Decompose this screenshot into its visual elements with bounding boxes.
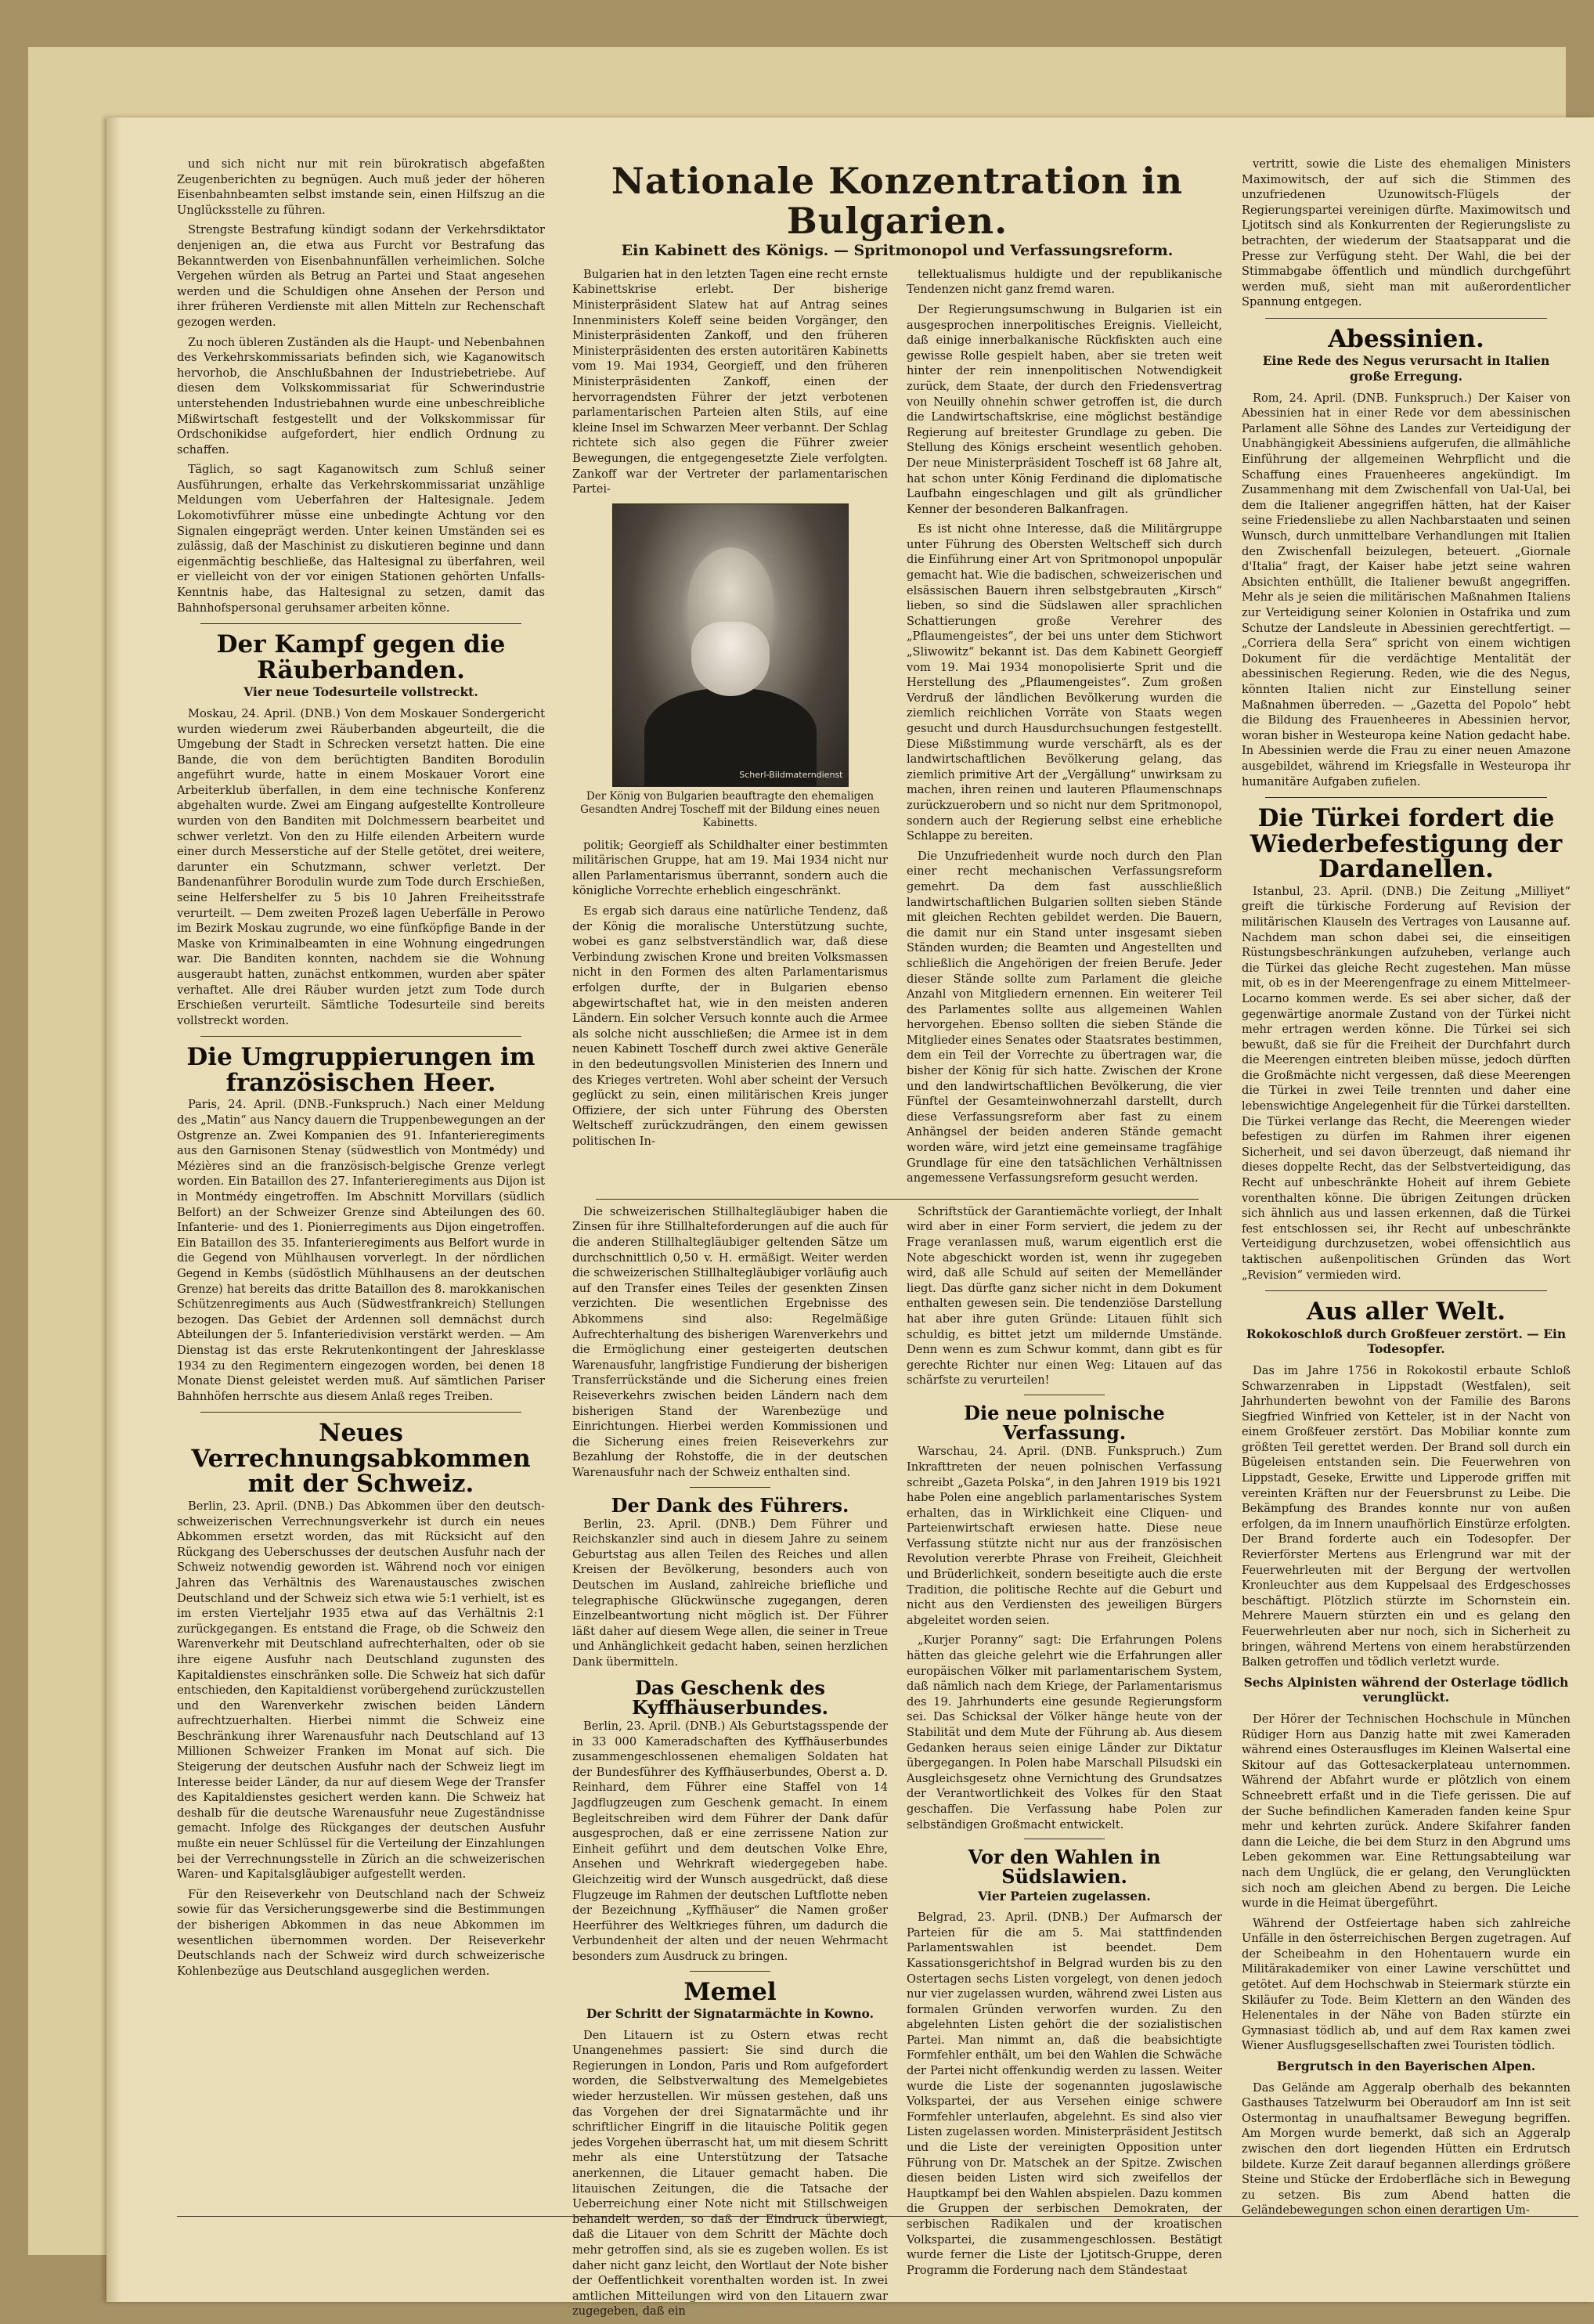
page-fold-shadow [106, 117, 121, 2302]
col1-intro-3: Täglich, so sagt Kaganowitsch zum Schluß seiner Ausführungen, erhalte das Verkehrskommissariat unzählige Meldungen vom Ueberfahren der Haltesignale. Jedem Lokomotivführer müsse eine unbedingte Achtung vor den Signalen eingeprägt werden. Unter keinen Umständen sei es zulässig, daß der Maschinist zu diskutieren beginne und dann eigenmächtig beschließe, das Haltesignal zu überfahren, weil er vielleicht von der vor einigen Stationen gehörten Unfalls-Kenntnis habe, das Haltesignal zu setzen, damit das Bahnhofspersonal geruhsamer arbeiten könne. [177, 463, 545, 615]
lead-headline: Nationale Konzentration in Bulgarien. [611, 160, 1184, 242]
newspaper-page [106, 117, 1594, 2319]
col3-intro: vertritt, sowie die Liste des ehemaligen Ministers Maximowitsch, der auf sich die Stimmen des unzufriedenen Uzunowitsch-Flügels der Regierungspartei vereinigen dürfte. Maximowitsch und Ljotitsch sind als Konkurrenten der Regierungsliste zu betrachten, der wiederum der Staatsapparat und die Presse zur Verfügung steht. Der Wahl, die bei der Stimmabgabe öffentlich und mündlich durchgeführt werden muß, sieht man mit außerordentlicher Spannung entgegen. [1242, 157, 1571, 309]
divider [1265, 318, 1547, 319]
article-polen-text-1: „Kurjer Poranny“ sagt: Die Erfahrungen Polens hätten das gleiche gelehrt wie die Erfahrungen aller europäischen Völker mit parlamentarischem System, daß nämlich nach dem Kriege, der Parlamentarismus des 19. Jahrhunderts eine gesunde Regierungsform sei. Das Schicksal der Völker hänge heute von der Stabilität und dem Mute der Führung ab. Aus diesem Gedanken heraus seien einige Länder zur Diktatur übergegangen. In Polen habe Marschall Pilsudski ein Ausgleichsgesetz ohne Vernichtung des Grundsatzes der Verantwortlichkeit des Volkes für den Staat geschaffen. Die Verfassung habe Polen zur selbständigen Großmacht entwickelt. [907, 1633, 1222, 1831]
divider [200, 1412, 521, 1413]
lead-left-text-0: Bulgarien hat in den letzten Tagen eine recht ernste Kabinettskrise erlebt. Der bisherige Ministerpräsident Slatew hat auf Antrag seines Innenministers Koleff seine beiden Vorgänger, den Ministerpräsidenten Zankoff, und den früheren Ministerpräsidenten des ersten autoritären Kabinetts vom 19. Mai 1934, Georgieff, und den früheren Ministerpräsidenten Zankoff, einen der hervorragendsten Führer der jetzt verbotenen parlamentarischen Parteien alten Stils, auf eine kleine Insel im Schwarzen Meer verbannt. Der Schlag richtete sich also gegen die Führer zweier Bewegungen, die entgegengesetzte Ziele verfolgten. Zankoff war der Vertreter der parlamentarischen Partei- [572, 267, 888, 496]
article-alpinisten-text-1: Während der Ostfeiertage haben sich zahlreiche Unfälle in den österreichischen Bergen zugetragen. Auf der Scheibeahm in den Hohentauern wurde ein Militärakademiker von einer Lawine verschüttet und getötet. Auf dem Hochschwab in Steiermark stürzte ein Skiläufer zu Tode. Beim Klettern an den Wänden des Helenentales in der Nähe von Baden stürzte ein Gymnasiast tödlich ab, und auf dem Rax kamen zwei Wiener Ausflugsgesellschaften zwei Touristen tödlich. [1242, 1916, 1571, 2053]
divider [690, 1971, 770, 1972]
column-right [1242, 157, 1571, 2218]
headline-verrechnungsabkommen: Neues Verrechnungsabkommen mit der Schweiz. [191, 1419, 531, 1499]
subheadline-signatarmaechte: Der Schritt der Signatarmächte in Kowno. [586, 2006, 875, 2022]
article-suedslawien-text: Belgrad, 23. April. (DNB.) Der Aufmarsch der Parteien für die am 5. Mai stattfindenden Parlamentswahlen ist beendet. Dem Kassationsgerichtshof in Belgrad wurden bis zu den Ostertagen sechs Listen vorgelegt, von denen jedoch nur vier zugelassen wurden, während zwei Listen aus formalen Gründen verworfen wurden. Zu den abgelehnten Listen gehört die der sozialistischen Partei. Man nimmt an, daß die beabsichtigte Formfehler enthält, um bei den Wahlen die Schwäche der Partei nicht offenkundig werden zu lassen. Weiter wurde die Liste der sogenannten jugoslawische Volkspartei, der aus Versehen einige schwere Formfehler unterlaufen, abgelehnt. Es sind also vier Listen zugelassen worden. Ministerpräsident Jestitsch und die Liste der vereinigten Opposition unter Führung von Dr. Matschek an der Spitze. Zwischen diesen beiden Listen wird sich zweifellos der Hauptkampf bei den Wahlen abspielen. Dazu kommen die Gruppen der serbischen Demokraten, der serbischen Radikalen und der kroatischen Volkspartei, die zusammengeschlossen. Bestätigt wurde ferner die Liste der Ljotitsch-Gruppe, deren Programm die Forderung nach dem Ständestaat [907, 1911, 1222, 2277]
column-left [177, 157, 545, 2200]
headline-polnische-verfassung: Die neue polnische Verfassung. [964, 1401, 1165, 1445]
article-memel-text: Den Litauern ist zu Ostern etwas recht Unangenehmes passiert: Sie sind durch die Regierungen in London, Paris und Rom aufgefordert worden, die Selbstverwaltung des Memelgebietes wieder herzustellen. Wir müssen gestehen, daß uns das Vorgehen der drei Signatarmächte und ihr schriftlicher Eingriff in die litauische Politik gegen jedes Vorgehen überrascht hat, um mit diesem Schritt mehr als eine Unterstützung der Tatsache anerkennen, die Litauer gemacht haben. Die litauischen Zeitungen, die die Tatsache der Ueberreichung einer Note nicht mit Stillschweigen behandelt werden, so daß der Eindruck überwiegt, daß die Litauer von dem Schritt der Mächte doch mehr getroffen sind, als sie es zugeben wollen. Es ist daher nicht ganz leicht, den Wortlaut der Note bisher der Oeffentlichkeit vorenthalten worden ist. In zwei amtlichen Mitteilungen wird von den Litauern zwar zugegeben, daß ein [572, 2028, 888, 2319]
portrait-beard [691, 622, 770, 696]
headline-abessinien: Abessinien. [1328, 324, 1484, 353]
divider [596, 1199, 1199, 1200]
article-abessinien-text: Rom, 24. April. (DNB. Funkspruch.) Der Kaiser von Abessinien hat in einer Rede vor dem abessinischen Parlament alle Söhne des Landes zur Verteidigung der Unabhängigkeit Abessiniens aufgerufen, die allmähliche Einführung der allgemeinen Wehrpflicht und die Schaffung eines Frauenheeres angekündigt. Im Zusammenhang mit dem Zwischenfall von Ual-Ual, bei dem die Italiener angegriffen hätten, hat der Kaiser seine Friedensliebe zu allen Nachbarstaaten und seinen Wunsch, durch unmittelbare Verhandlungen mit Italien den Zwischenfall beizulegen, beteuert. „Giornale d'Italia“ fragt, der Kaiser habe jetzt seine wahren Absichten enthüllt, die Italiener bewußt angegriffen. Mehr als je seien die militärischen Maßnahmen Italiens zur Verteidigung seiner Kolonien in Ostafrika und zum Schutze der Landsleute in Abessinien gerechtfertigt. — „Corriera della Sera“ spricht von einem wichtigen Dokument für die verdächtige Mentalität der abessinischen Regierung. Reden, wie die des Negus, könnten Italien nicht zur Einstellung seiner Maßnahmen überreden. — „Gazetta del Popolo“ hebt die Bildung des Frauenheeres in Abessinien hervor, woran bisher in Westeuropa keine Nation gedacht habe. In Abessinien werde die Frau zu einer neuen Amazone ausgebildet, während im Kriegsfalle in Westeuropa ihr humanitäre Aufgaben zufielen. [1242, 391, 1571, 788]
divider [200, 623, 521, 624]
subheadline-bergrutsch: Bergrutsch in den Bayerischen Alpen. [1276, 2059, 1536, 2074]
lead-right-column [907, 267, 1222, 1191]
verrechnung-continued: Die schweizerischen Stillhaltegläubiger haben die Zinsen für ihre Stillhalteforderungen auf die auch für die anderen Stillhaltegläubiger geltenden Sätze um durchschnittlich 0,50 v. H. ermäßigt. Weiter werden die schweizerischen Stillhaltegläubiger vorläufig auch auf den Transfer eines Teiles der gesenkten Zinsen verzichten. Die wesentlichen Ergebnisse des Abkommens sind also: Regelmäßige Aufrechterhaltung des bisherigen Warenverkehrs und die Ermöglichung einer gesteigerten deutschen Warenausfuhr, langfristige Fundierung der bisherigen Transferrückstände und die Sicherung eines freien Reiseverkehrs zwischen beiden Ländern nach dem bisherigen Stand der Warenbezüge und Einrichtungen. Hierbei werden Kommissionen und die Sicherung eines freien Reiseverkehrs zur Bezahlung der Rohstoffe, die in der deutschen Warenausfuhr nach der Schweiz enthalten sind. [572, 1204, 888, 1479]
lower-middle-section [572, 1204, 1222, 2324]
article-raeuberbanden-text: Moskau, 24. April. (DNB.) Von dem Moskauer Sondergericht wurden wiederum zwei Räuberbanden abgeurteilt, die die Umgebung der Stadt in Schrecken versetzt hatten. Die eine Bande, die von dem berüchtigten Banditen Borodulin angeführt wurde, hatte in einem Moskauer Vorort eine Arbeiterklub überfallen, in dem eine technische Konferenz abgehalten wurde. Zwei am Eingang aufgestellte Kontrolleure wurden von den Banditen mit Dolchmessern bearbeitet und schwer verletzt. Von den zu Hilfe eilenden Arbeitern wurde einer durch Messerstiche auf der Stelle getötet, drei weitere, darunter ein Schutzmann, schwer verletzt. Der Bandenanführer Borodulin wurde zum Tode durch Erschießen, seine Helfershelfer zu 5 bis 10 Jahren Freiheitsstrafe verurteilt. — Dem zweiten Prozeß lagen Ueberfälle in Perowo im Bezirk Moskau zugrunde, wo eine fünfköpfige Bande in der Maske von Kriminalbeamten in eine Wohnung eingedrungen war. Die Banditen konnten, nachdem sie die Wohnung ausgeraubt hatten, zunächst entkommen, wurden aber später verhaftet. Alle drei Räuber wurden jetzt zum Tode durch Erschießen verurteilt. Sämtliche Todesurteile sind bereits vollstreckt worden. [177, 706, 545, 1027]
divider [1265, 797, 1547, 798]
article-rokokoschloss-text: Das im Jahre 1756 in Rokokostil erbaute Schloß Schwarzenraben in Lippstadt (Westfalen), seit Jahrhunderten bewohnt von der Familie des Barons Siegfried Winfried von Ketteler, ist in der Nacht von einem Großfeuer zerstört. Das Mobiliar konnte zum größten Teil gerettet werden. Der Brand soll durch ein Bügeleisen entstanden sein. Die Feuerwehren von Lippstadt, Geseke, Erwitte und Lipperode griffen mit vereinten Kräften nur der Feuersbrunst zu Leibe. Die Bekämpfung des Brandes konnte nur von außen erfolgen, da im Innern unaufhörlich Einstürze erfolgten. Der Brand forderte auch ein Todesopfer. Der Revierförster Mertens aus Erlengrund war mit der Feuerwehrleuten mit der Bergung der wertvollen Kronleuchter aus dem Kuppelsaal des Erdgeschosses beschäftigt. Plötzlich stürzte im Schornstein ein. Mehrere Mauern stürzten ein und es gelang den Feuerwehrleuten aber nur noch, sich in Sicherheit zu bringen, während Mertens von einem herabstürzenden Balken getroffen und tödlich verletzt wurde. [1242, 1363, 1571, 1669]
subheadline-vier-parteien: Vier Parteien zugelassen. [978, 1888, 1151, 1904]
lead-left-text-1: politik; Georgieff als Schildhalter einer bestimmten militärischen Gruppe, hat am 19. Mai 1934 nicht nur allen Parlamentarismus überrannt, sondern auch die königliche Vorrechte erheblich eingeschränkt. [572, 838, 888, 898]
lead-right-text-3: Die Unzufriedenheit wurde noch durch den Plan einer recht mechanischen Verfassungsreform gemehrt. Da dem fast ausschließlich landwirtschaftlichen Bulgarien sollten sieben Stände mit gleichen Rechten gebildet werden. Die Bauern, die damit nur ein Stand unter insgesamt sieben Ständen wurden; die Beamten und Angestellten und schließlich die Angehörigen der freien Berufe. Jeder dieser Stände sollte zum Parlament die gleiche Anzahl von Mitgliedern ernennen. Ein weiterer Teil des Parlamentes sollte aus allgemeinen Wahlen hervorgehen. Ebenso sollten die sieben Stände die Mitglieder eines Senates oder Staatsrates bestimmen, dem ein Teil der Vorrechte zu übertragen war, die bisher der König für sich hatte. Zwischen der Krone und den landwirtschaftlichen Bevölkerung, die vier Fünftel der Gesamteinwohnerzahl darstellt, durch diese Verfassungsreform aber fast zu einem Anhängsel der beiden anderen Stände gemacht worden wäre, wird jetzt eine gemeinsame tragfähige Grundlage für eine den tatsächlichen Verhältnissen angemessene Verfassungsreform gesucht werden. [907, 849, 1222, 1185]
lead-left-text-2: Es ergab sich daraus eine natürliche Tendenz, daß der König die moralische Unterstützung suchte, wobei es ganz selbstverständlich war, daß diese Verbindung zwischen Krone und breiten Volksmassen nicht in den Formen des alten Parlamentarismus erfolgen durfte, der in Bulgarien ebenso abgewirtschaftet hat, wie in den meisten anderen Ländern. Ein solcher Versuch konnte auch die Armee als solche nicht ausschließen; die Armee ist in dem neuen Kabinett Toscheff durch zwei aktive Generäle in den bedeutungsvollen Ministerien des Innern und des Krieges vertreten. Wohl aber scheint der Versuch geglückt zu sein, einen militärischen Kreis junger Offiziere, der sich unter Führung des Obersten Weltscheff zurückzudrängen, den einem gewissen politischen In- [572, 904, 888, 1148]
headline-umgruppierungen: Die Umgruppierungen im französischen Heer. [186, 1043, 536, 1097]
lead-right-text-2: Es ist nicht ohne Interesse, daß die Militärgruppe unter Führung des Obersten Weltscheff sich durch die Einführung einer Art von Spritmonopol unpopulär gemacht hat. Wie die badischen, schweizerischen und elsässischen Bauern ihren selbstgebrauten „Kirsch“ lieben, so sind die Südslawen aller sprachlichen Schattierungen große Verehrer des „Pflaumengeistes“, der bei uns unter dem Stichwort „Sliwowitz“ bekannt ist. Das dem Kabinett Georgieff vom 19. Mai 1934 monopolisierte Sprit und die Herstellung des „Pflaumengeistes“. Zum großen Verdruß der ländlichen Bevölkerung wurden die ziemlich reichlichen Vorräte von Staats wegen gesucht und durch Hausdurchsuchungen festgestellt. Diese Mißstimmung wurde verschärft, als es der landwirtschaftlichen Bevölkerung gelang, das ziemlich primitive Art der „Vergällung“ unwirksam zu machen, ihren reinen und lauteren Pflaumenschnaps zurückzuerobern und so nicht nur dem Spritmonopol, sondern auch der Regierung selbst eine erhebliche Schlappe zu bereiten. [907, 522, 1222, 843]
article-verrechnung-text-0: Berlin, 23. April. (DNB.) Das Abkommen über den deutsch-schweizerischen Verrechnungsverkehr ist durch ein neues Abkommen ersetzt worden, das mit Rücksicht auf den Rückgang des Ueberschusses der deutschen Ausfuhr nach der Schweiz notwendig geworden ist. Während noch vor einigen Jahren das Verhältnis des Warenaustausches zwischen Deutschland und der Schweiz sich etwa wie 5:1 verhielt, ist es im ersten Vierteljahr 1935 etwa auf das Verhältnis 2:1 zurückgegangen. Es entstand die Frage, ob die Schweiz den Warenverkehr mit Deutschland aufrechterhalten, oder ob sie ihre eigene Ausfuhr nach Deutschland zugunsten des Kapitaldienstes einschränken solle. Die Schweiz hat sich dafür entschieden, den Kapitaldienst vorübergehend zurückzustellen und den Warenverkehr zwischen beiden Ländern aufrechtzuerhalten. Hierbei nimmt die Schweiz eine Beschränkung ihrer Warenausfuhr nach Deutschland auf 13 Millionen Schweizer Franken im Monat auf sich. Die Steigerung der deutschen Ausfuhr nach der Schweiz liegt im Interesse beider Länder, da nur auf diesem Wege der Transfer des Kapitaldienstes gesichert werden kann. Die Schweiz hat deshalb für die deutsche Warenausfuhr neue Zugeständnisse gemacht. Infolge des Rückganges der deutschen Ausfuhr mußte ein neuer Schlüssel für die Verteilung der Einzahlungen bei der Verrechnungsstelle in Zürich an die schweizerischen Waren- und Kapitalsgläubiger aufgestellt werden. [177, 1499, 545, 1882]
headline-raeuberbanden: Der Kampf gegen die Räuberbanden. [216, 630, 506, 684]
lead-right-text-0: tellektualismus huldigte und der republikanische Tendenzen nicht ganz fremd waren. [907, 267, 1222, 297]
lead-right-text-1: Der Regierungsumschwung in Bulgarien ist ein ausgesprochen innerpolitisches Ereignis. Vielleicht, daß einige innerbalkanische Rückfiskten auch eine gewisse Rolle gespielt haben, aber sie treten weit hinter der rein innenpolitischen Notwendigkeit zurück, dem Staate, der durch den Friedensvertrag von Neuilly ohnehin schwer getroffen ist, die durch die Landwirtschaftskrise, eine möglichst beständige Regierung auf breitester Grundlage zu geben. Die Stellung des Königs erscheint wesentlich gehoben. Der neue Ministerpräsident Toscheff ist 68 Jahre alt, hat schon unter König Ferdinand die diplomatische Laufbahn eingeschlagen und gilt als gründlicher Kenner der besonderen Balkanfragen. [907, 302, 1222, 516]
article-kyffhaeuser-text: Berlin, 23. April. (DNB.) Als Geburtstagsspende der in 33 000 Kameradschaften des Kyffhäuserbundes zusammengeschlossenen ehemaligen Soldaten hat der Bundesführer des Kyffhäuserbundes, Oberst a. D. Reinhard, dem Führer eine Staffel von 14 Jagdflugzeugen zum Geschenk gemacht. In einem Begleitschreiben wird dem Führer der Dank dafür ausgesprochen, daß er eine zerrissene Nation zur Einheit geführt und dem deutschen Volke Ehre, Ansehen und Wehrkraft wiedergegeben habe. Gleichzeitig wird der Wunsch ausgedrückt, daß diese Flugzeuge im Rahmen der deutschen Luftflotte neben der Bezeichnung „Kyffhäuser“ die Namen großer Heerführer des Weltkrieges führen, um dadurch die Verbundenheit der alten und der neuen Wehrmacht besonders zum Ausdruck zu bringen. [572, 1720, 888, 1963]
article-polen-text-0: Warschau, 24. April. (DNB. Funkspruch.) Zum Inkrafttreten der neuen polnischen Verfassung schreibt „Gazeta Polska“, in den Jahren 1919 bis 1921 habe Polen eine angeblich parlamentarisches System erhalten, das in Wirklichkeit eine Cliquen- und Parteienwirtschaft erwiesen hatte. Diese neue Verfassung stützte nicht nur aus der französischen Revolution vererbte Phrase von Freiheit, Gleichheit und Brüderlichkeit, sondern beseitigte auch die erste Tradition, die politische Rechte auf die Geburt und nicht aus den Verdiensten des jeweiligen Bürgers abgeleitet worden seien. [907, 1445, 1222, 1627]
headline-tuerkei-dardanellen: Die Türkei fordert die Wiederbefestigung der Dardanellen. [1250, 804, 1563, 884]
article-verrechnung-text-1: Für den Reiseverkehr von Deutschland nach der Schweiz sowie für das Versicherungsgewerbe sind die Bestimmungen der bisherigen Abkommen in das neue Abkommen im wesentlichen übernommen worden. Der Reiseverkehr Deutschlands nach der Schweiz wird durch schweizerische Kohlenbezüge aus Deutschland ausgeglichen werden. [177, 1887, 545, 1978]
subheadline-rokokoschloss: Rokokoschloß durch Großfeuer zerstört. — Ein Todesopfer. [1246, 1326, 1567, 1357]
headline-memel: Memel [683, 1977, 777, 2006]
lower-middle-left [572, 1204, 888, 2324]
photo-credit: Scherl-Bildmaterndienst [739, 770, 843, 781]
subheadline-alpinisten: Sechs Alpinisten während der Osterlage tödlich verunglückt. [1243, 1674, 1569, 1705]
divider [200, 1036, 521, 1037]
subheadline-todesurteile: Vier neue Todesurteile vollstreckt. [243, 684, 478, 700]
memel-continued: Schriftstück der Garantiemächte vorliegt, der Inhalt wird aber in einer Form serviert, die jedem zu der Frage veranlassen muß, warum eigentlich erst die Note abgeschickt worden ist, wenn ihr zugegeben wird, daß alle Schuld auf seiten der Memelländer liegt. Das dürfte ganz sicher nicht in dem Dokument enthalten gewesen sein. Die tendenziöse Darstellung hat aber ihre guten Gründe: Litauen fühlt sich schuldig, es bittet jetzt um mildernde Umstände. Denn wenn es zum Schwur kommt, dann gibt es für gerechte Richter nur einen Weg: Litauen auf das schärfste zu verurteilen! [907, 1204, 1222, 1388]
newspaper-scan-background [28, 47, 1571, 2319]
col1-intro-0: und sich nicht nur mit rein bürokratisch abgefaßten Zeugenberichten zu begnügen. Auch muß jeder der höheren Eisenbahnbeamten selbst imstande sein, einen Hilfszug an die Unglücksstelle zu führen. [177, 157, 545, 217]
col1-intro-2: Zu noch übleren Zuständen als die Haupt- und Nebenbahnen des Verkehrskommissariats befinden sich, wie Kaganowitsch hervorhob, die Anschlußbahnen der Industriebetriebe. Auf diesen dem Volkskommissariat für Schwerindustrie unterstehenden Industriebahnen wurde eine unbeschreibliche Mißwirtschaft festgestellt und der Volkskommissar für Ordschonikidse aufgefordert, hier endlich Ordnung zu schaffen. [177, 335, 545, 456]
headline-kyffhaeuserbund: Das Geschenk des Kyffhäuserbundes. [632, 1676, 828, 1719]
headline-dank-des-fuehrers: Der Dank des Führers. [611, 1493, 849, 1517]
lower-middle-right [907, 1204, 1222, 2324]
article-dank-text: Berlin, 23. April. (DNB.) Dem Führer und Reichskanzler sind auch in diesem Jahre zu seinem Geburtstag aus allen Teilen des Reiches und allen Kreisen der Bevölkerung, besonders auch von Deutschen im Ausland, zahlreiche briefliche und telegraphische Glückwünsche zugegangen, deren Einzelbeantwortung nicht möglich ist. Der Führer läßt daher auf diesem Wege allen, die seiner in Treue und Anhänglichkeit gedacht haben, seinen herzlichen Dank übermitteln. [572, 1517, 888, 1669]
page-bottom-rule [177, 2216, 1578, 2217]
photo-caption: Der König von Bulgarien beauftragte den ehemaligen Gesandten Andrej Toscheff mit der Bildung eines neuen Kabinetts. [580, 789, 880, 829]
divider [690, 1487, 770, 1488]
article-alpinisten-text-0: Der Hörer der Technischen Hochschule in München Rüdiger Horn aus Danzig hatte mit zwei Kameraden während eines Osterausfluges im Kleinen Walsertal eine Skitour auf das Gottesackerplateau unternommen. Während der Abfahrt wurde er plötzlich von einem Schneebrett erfaßt und in die Tiefe gerissen. Die auf der Suche befindlichen Kameraden fanden keine Spur mehr und kehrten zurück. Andere Skifahrer fanden dann die Leiche, die bei dem Sturz in den Abgrund ums Leben gekommen war. Eine Rettungsabteilung war nach dem Unglück, die er gelang, den Verunglückten sich noch am gleichen Abend zu bergen. Die Leiche wurde in die Heimat übergeführt. [1242, 1712, 1571, 1911]
lead-article-body [572, 267, 1222, 1191]
article-umgruppierungen-text: Paris, 24. April. (DNB.-Funkspruch.) Nach einer Meldung des „Matin“ aus Nancy dauern die Truppenbewegungen an der Ostgrenze an. Zwei Kompanien des 91. Infanterieregiments aus den Garnisonen Stenay (südwestlich von Montmédy) und Mézières sind an die französisch-belgische Grenze verlegt worden. Ein Bataillon des 27. Infanterieregiments aus Dijon ist in Montmédy eingetroffen. Im Abschnitt Morvillars (südlich Belfort) an der Schweizer Grenze sind Abteilungen des 60. Infanterie- und des 1. Pionierregiments aus Dijon eingetroffen. Ein Bataillon des 35. Infanterieregiments aus Belfort wurde in die Gegend von Mühlhausen vorverlegt. In der nördlichen Gegend in Kembs (südöstlich Mühlhausens an der deutschen Grenze) hat bereits das dritte Bataillon des 8. marokkanischen Schützenregiments aus Auch (Südwestfrankreich) Stellungen bezogen. Das Gebiet der Ardennen soll demnächst durch Abteilungen der 5. Infanteriedivision verstärkt werden. — Am Dienstag ist das erste Rekrutenkontingent der Jahresklasse 1934 zu den Regimentern eingezogen worden, bei denen 18 Monate Dienst geleistet werden muß. Auf sämtlichen Pariser Bahnhöfen herrschte aus diesem Anlaß reges Treiben. [177, 1098, 545, 1403]
col1-intro-1: Strengste Bestrafung kündigt sodann der Verkehrsdiktator denjenigen an, die etwa aus Furcht vor Bestrafung das Bekanntwerden von Eisenbahnunfällen verheimlichen. Solche Vergehen würden als Betrug an Partei und Staat angesehen werden und die Schuldigen ohne Ansehen der Person und ihrer früheren Verdienste mit allen Mitteln zur Rechenschaft gezogen werden. [177, 223, 545, 329]
lead-subheadline: Ein Kabinett des Königs. — Spritmonopol und Verfassungsreform. [621, 242, 1174, 260]
headline-wahlen-suedslawien: Vor den Wahlen in Südslawien. [968, 1846, 1161, 1889]
subheadline-negus: Eine Rede des Negus verursacht in Italien große Erregung. [1262, 353, 1550, 384]
headline-aus-aller-welt: Aus aller Welt. [1306, 1297, 1506, 1326]
article-bergrutsch-text: Das Gelände am Aggeralp oberhalb des bekannten Gasthauses Tatzelwurm bei Oberaudorf am Inn ist seit Ostermontag in unaufhaltsamer Bewegung begriffen. Am Morgen wurde bemerkt, daß sich an Aggeralp zwischen den dort liegenden Hütten ein Erdrutsch bildete. Kurze Zeit darauf begannen allerdings größere Steine und Stücke der Erdoberfläche sich in Bewegung zu setzen. Bis zum Abend hatten die Geländebewegungen schon einen derartigen Um- [1242, 2080, 1571, 2218]
column-middle [572, 157, 1222, 2319]
divider [1265, 1290, 1547, 1291]
lead-left-column [572, 267, 888, 1191]
article-tuerkei-text: Istanbul, 23. April. (DNB.) Die Zeitung „Milliyet“ greift die türkische Forderung auf Revision der militärischen Klauseln des Vertrages von Lausanne auf. Nachdem man schon dabei sei, die einseitigen Rüstungsbeschränkungen aufzuheben, verlange auch die Türkei das gleiche Recht zugestehen. Man müsse mit, ob es in der Meerengenfrage zu einem Mittelmeer-Locarno kommen werde. Es sei aber sicher, daß der gegenwärtige anormale Zustand von der Türkei nicht mehr ertragen werden könne. Die Türkei sei sich bewußt, daß sie für die Freiheit der Durchfahrt durch die Meerengen eintreten bleiben müsse, jedoch dürften die Großmächte nicht vergessen, daß diese Meerengen die Türkei in zwei Teile trennten und daher eine lebenswichtige Angelegenheit für die Türkei darstellten. Die Türkei verlange das Recht, die Meerengen wieder befestigen zu dürfen im Rahmen ihrer eigenen Sicherheit, und sei davon überzeugt, daß niemand ihr dieses doppelte Recht, das der Selbstverteidigung, das Recht auf unbeschränkte Hoheit auf ihrem Gebiete vorenthalten könne. Die übrigen Zeitungen drücken sich ähnlich aus und lassen erkennen, daß die Türkei fest entschlossen sei, ihr Recht auf unbeschränkte Verteidigung durchzusetzen, wobei offensichtlich aus taktischen außenpolitischen Gründen das Wort „Revision“ vermieden wird. [1242, 884, 1571, 1282]
portrait-photo [612, 503, 849, 787]
